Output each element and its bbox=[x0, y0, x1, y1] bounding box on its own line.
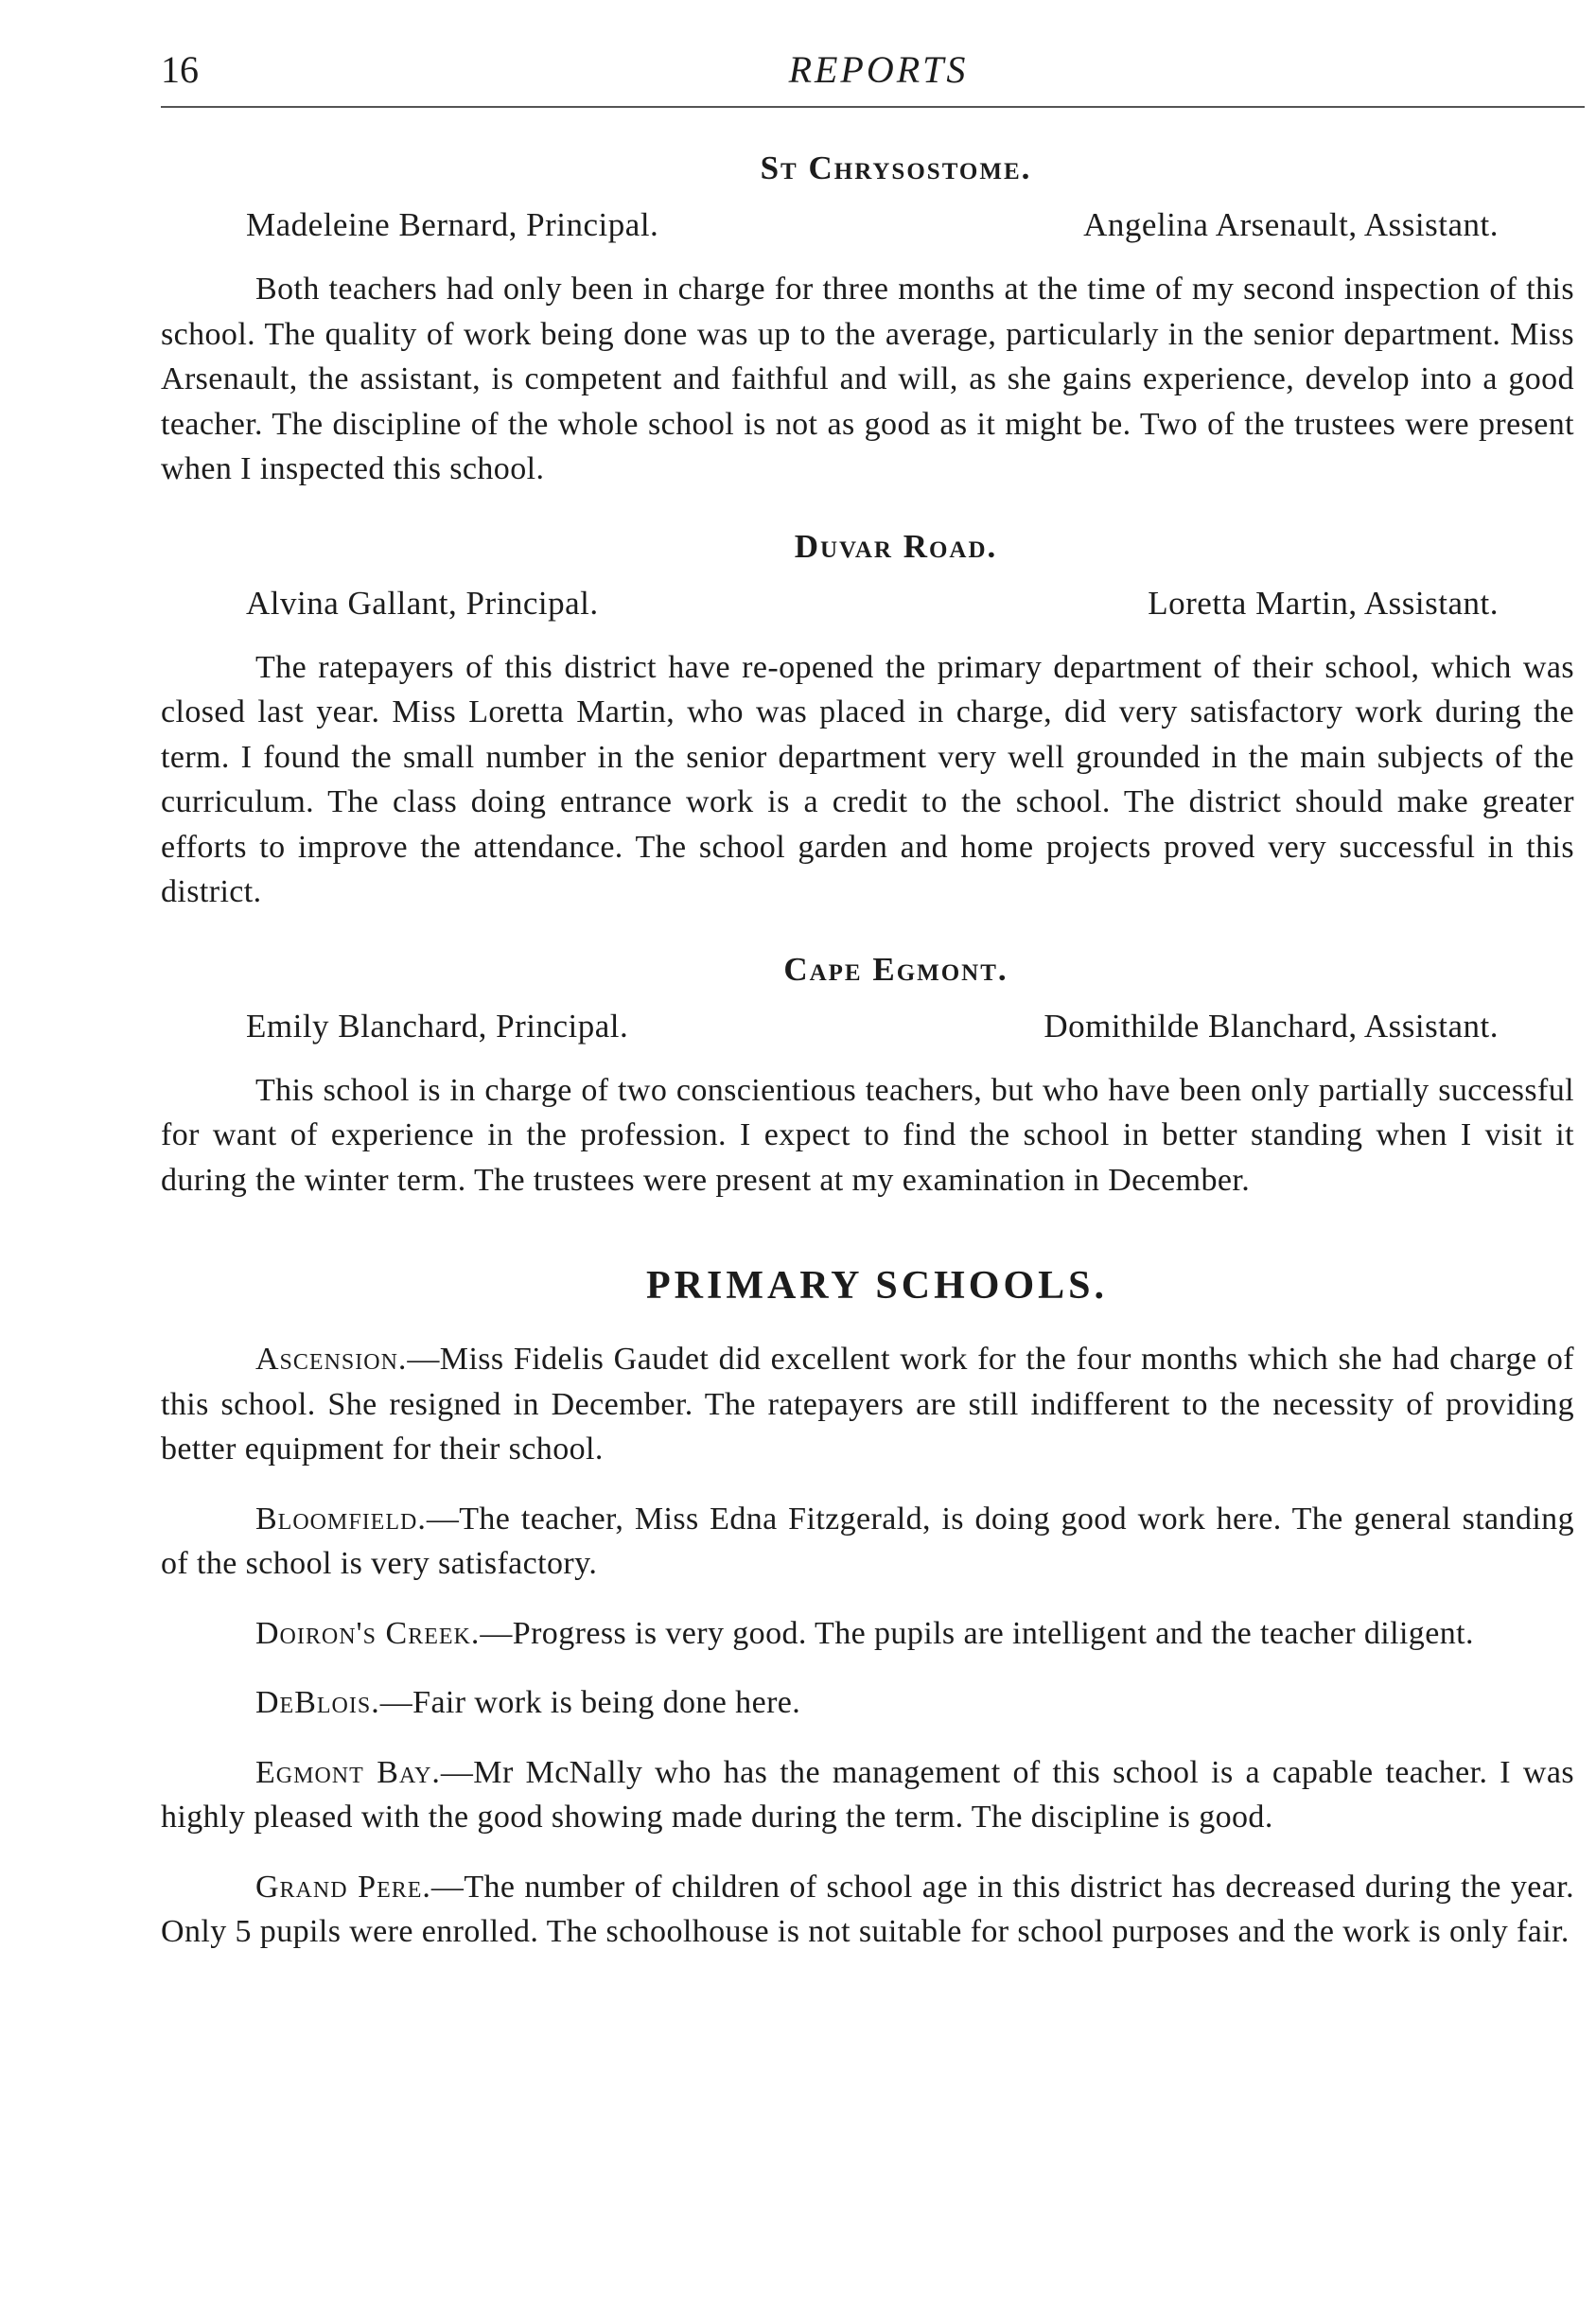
report-content bbox=[161, 149, 1574, 1979]
school-entry bbox=[161, 1337, 1574, 1472]
school-name: Egmont Bay. bbox=[255, 1754, 441, 1790]
section-body: Both teachers had only been in charge for three months at the time of my second inspection of this school. The quality of work being done was up to the average, particularly in the senior department. Miss Arsenault, the assistant, is competent and faithful and will, as she gains experience, develop into a good teacher. The discipline of the whole school is not as good as it might be. Two of the trustees were present when I inspected this school. bbox=[161, 272, 1574, 486]
section-title: Cape Egmont. bbox=[783, 950, 1008, 988]
section-body: This school is in charge of two conscientious teachers, but who have been only partially successful for want of experience in the profession. I expect to find the school in better standing when I visit it during the winter term. The trustees were present at my examination in December. bbox=[161, 1072, 1574, 1198]
staff-line bbox=[161, 1008, 1574, 1045]
school-name: Bloomfield. bbox=[255, 1501, 427, 1537]
principal-name: Emily Blanchard, Principal. bbox=[246, 1007, 629, 1045]
school-report: —Progress is very good. The pupils are intelligent and the teacher diligent. bbox=[480, 1615, 1474, 1651]
running-title: REPORTS bbox=[788, 48, 969, 91]
school-name: Doiron's Creek. bbox=[255, 1615, 481, 1651]
school-report: —The teacher, Miss Edna Fitzgerald, is doing good work here. The general standing of the school is very satisfactory. bbox=[161, 1501, 1574, 1581]
school-name: DeBlois. bbox=[255, 1685, 380, 1720]
section-body: The ratepayers of this district have re-opened the primary department of their school, which was closed last year. Miss Loretta Martin, who was placed in charge, did very satisfactory work during the term. I found the small number in the senior department very well grounded in the main subjects of the curriculum. The class doing entrance work is a credit to the school. The district should make greater efforts to improve the attendance. The school garden and home projects proved very successful in this district. bbox=[161, 649, 1574, 909]
assistant-name: Loretta Martin, Assistant. bbox=[1148, 584, 1499, 622]
school-entry bbox=[161, 1750, 1574, 1840]
school-name: Grand Pere. bbox=[255, 1869, 431, 1905]
principal-name: Alvina Gallant, Principal. bbox=[246, 584, 599, 622]
assistant-name: Angelina Arsenault, Assistant. bbox=[1083, 206, 1499, 243]
staff-line bbox=[161, 206, 1574, 244]
page-header bbox=[161, 42, 1596, 98]
school-report: —Mr McNally who has the management of this school is a capable teacher. I was highly pleased with the good showing made during the term. The discipline is good. bbox=[161, 1754, 1574, 1835]
school-report: —Fair work is being done here. bbox=[379, 1685, 801, 1720]
school-entry bbox=[161, 1497, 1574, 1587]
section-title: Duvar Road. bbox=[794, 527, 998, 565]
page-number: 16 bbox=[161, 48, 199, 91]
school-entry bbox=[161, 1680, 1574, 1726]
section-title: St Chrysostome. bbox=[760, 149, 1032, 186]
school-report: —Miss Fidelis Gaudet did excellent work for the four months which she had charge of this school. She resigned in December. The ratepayers are still indifferent to the necessity of providing better equipment for their school. bbox=[161, 1342, 1574, 1467]
school-name: Ascension. bbox=[255, 1342, 408, 1377]
primary-schools-title: PRIMARY SCHOOLS. bbox=[646, 1264, 1108, 1308]
staff-line bbox=[161, 585, 1574, 623]
school-entry bbox=[161, 1865, 1574, 1955]
assistant-name: Domithilde Blanchard, Assistant. bbox=[1044, 1007, 1499, 1045]
school-report: —The number of children of school age in this district has decreased during the year. Only 5 pupils were enrolled. The schoolhouse is not suitable for school purposes and the work is only fair. bbox=[161, 1869, 1574, 1949]
school-entry bbox=[161, 1611, 1574, 1657]
header-divider bbox=[161, 106, 1585, 108]
principal-name: Madeleine Bernard, Principal. bbox=[246, 206, 659, 243]
